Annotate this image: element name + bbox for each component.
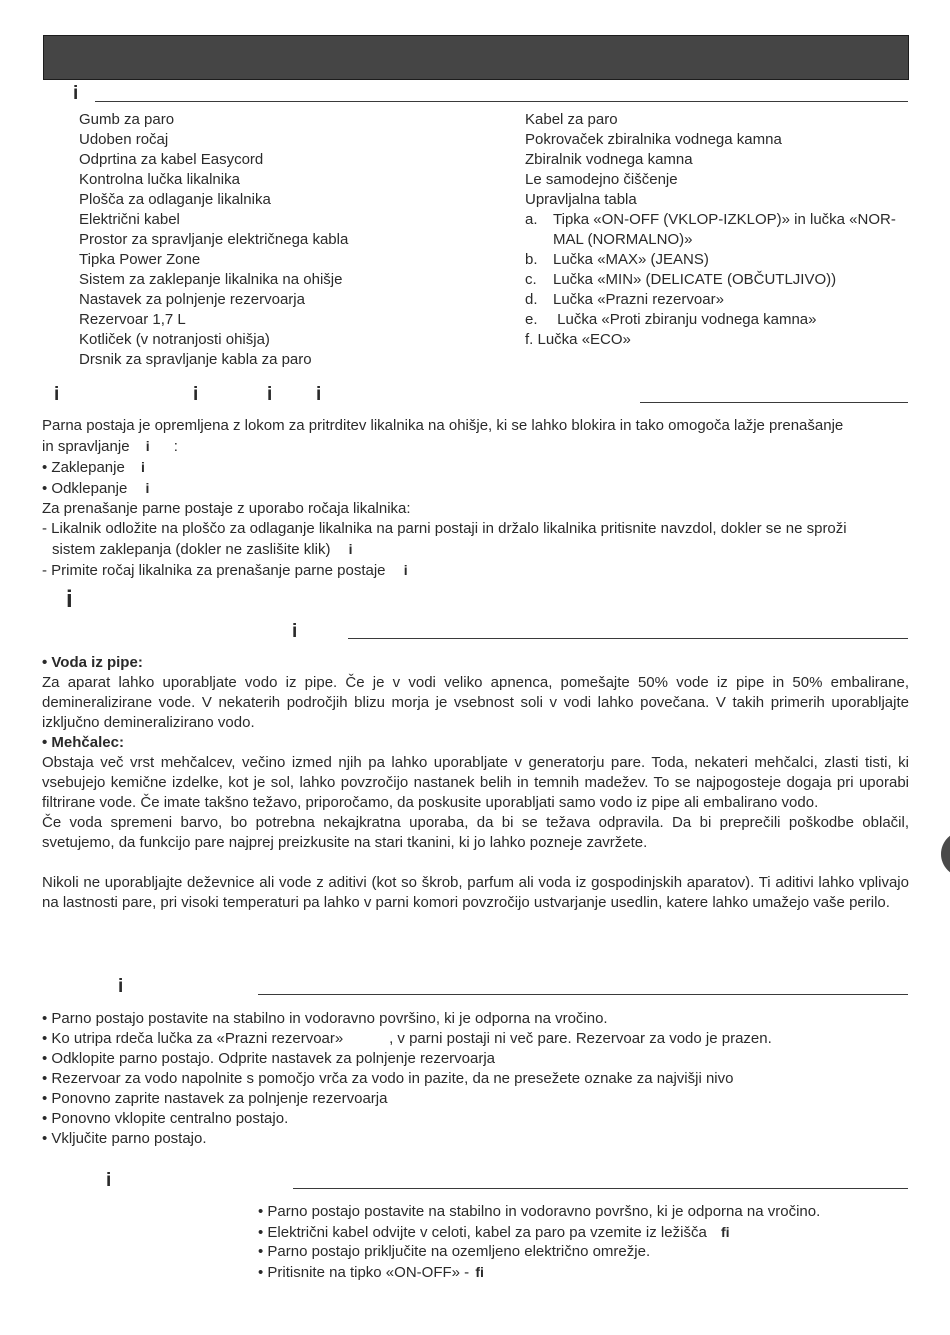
list-item: Sistem za zaklepanje likalnika na ohišje <box>79 271 343 288</box>
lock-mark: i <box>140 459 145 475</box>
transport-step1-line1: - Likalnik odložite na ploščo za odlaganje likalnika na parni postaji in držalo likalnika pritisnite navzdol, dokler se ne sproži <box>42 520 847 537</box>
section-use-rule <box>293 1188 908 1189</box>
section-use-heading-mark: i <box>106 1170 112 1191</box>
list-item: Pokrovaček zbiralnika vodnega kamna <box>525 131 782 148</box>
sub-item-e <box>525 310 817 330</box>
list-item: • Parno postajo priključite na ozemljeno električno omrežje. <box>258 1243 651 1260</box>
section-description-rule <box>95 101 908 102</box>
section-fill-rule <box>258 994 908 995</box>
sub-item-text: Lučka «Proti zbiranju vodnega kamna» <box>553 311 817 328</box>
use-step-text: • Pritisnite na tipko «ON-OFF» - <box>258 1264 470 1281</box>
section-description-heading-mark: i <box>73 83 79 104</box>
list-item: Gumb za paro <box>79 111 175 128</box>
lock-intro-colon: : <box>173 438 178 455</box>
section-lock-heading-mark-1: i <box>54 384 60 405</box>
list-item: • Odklopite parno postajo. Odprite nastavek za polnjenje rezervoarja <box>42 1050 496 1067</box>
lock-label: • Zaklepanje <box>42 459 125 476</box>
sub-item-text: MAL (NORMALNO)» <box>553 231 693 248</box>
list-item: Plošča za odlaganje likalnika <box>79 191 271 208</box>
lock-intro-line1: Parna postaja je opremljena z lokom za pritrditev likalnika na ohišje, ki se lahko blokira in tako omogoča lažje prenašanje <box>42 417 844 434</box>
sub-item-c <box>525 270 837 290</box>
use-step-mark: ﬁ <box>720 1224 730 1240</box>
transport-intro: Za prenašanje parne postaje z uporabo ročaja likalnika: <box>42 500 411 517</box>
step1-text: sistem zaklepanja (dokler ne zaslišite klik) <box>52 541 331 558</box>
color-change-text: Če voda spremeni barvo, bo potrebna nekajkratna uporaba, da bi se težava odpravila. Da bi preprečili poškodbe oblačil, svetujemo, da funkcijo pare najprej preizkusite na stari tkanini, ki jo lahko pozneje zavržete. <box>42 814 909 851</box>
transport-step2 <box>42 560 909 581</box>
list-item: Električni kabel <box>79 211 180 228</box>
list-item: Udoben ročaj <box>79 131 169 148</box>
sub-item-d <box>525 290 782 310</box>
section-fill-heading-mark: i <box>118 976 124 997</box>
header-bar <box>43 35 909 80</box>
list-item: Le samodejno čiščenje <box>525 171 678 188</box>
section-water-rule <box>348 638 908 639</box>
step2-text: - Primite ročaj likalnika za prenašanje parne postaje <box>42 562 386 579</box>
list-item: Kotliček (v notranjosti ohišja) <box>79 331 270 348</box>
list-item: • Ponovno zaprite nastavek za polnjenje rezervoarja <box>42 1090 388 1107</box>
sub-item-text: Lučka «MAX» (JEANS) <box>553 251 709 268</box>
list-item: • Parno postajo postavite na stabilno in vodoravno površino, ki je odporna na vročino. <box>42 1010 608 1027</box>
lock-item <box>42 457 909 478</box>
list-item <box>258 1222 820 1242</box>
sub-item-text: Tipka «ON-OFF (VKLOP-IZKLOP)» in lučka «NOR- <box>553 211 896 228</box>
step2-mark: i <box>403 562 408 578</box>
section-water-sub-mark: i <box>292 621 298 642</box>
list-item: Kontrolna lučka likalnika <box>79 171 240 188</box>
unlock-item <box>42 478 909 499</box>
list-item: Tipka Power Zone <box>79 251 201 268</box>
section-water-big-mark: i <box>66 586 73 613</box>
list-item: Odprtina za kabel Easycord <box>79 151 264 168</box>
sub-item-letter: c. <box>525 271 537 288</box>
list-item: Prostor za spravljanje električnega kabla <box>79 231 349 248</box>
section-lock-heading-mark-4: i <box>316 384 322 405</box>
tap-water-title: • Voda iz pipe: <box>42 654 143 671</box>
sub-item-a <box>525 210 896 230</box>
transport-step1-line2 <box>42 539 909 560</box>
section-lock-heading-mark-3: i <box>267 384 273 405</box>
step1-mark: i <box>348 541 353 557</box>
side-tab-marker <box>941 831 950 877</box>
sub-item-letter: b. <box>525 251 538 268</box>
sub-item-letter: a. <box>525 211 538 228</box>
sub-item-letter: d. <box>525 291 538 308</box>
list-item: • Parno postajo postavite na stabilno in vodoravno površno, ki je odporna na vročino. <box>258 1203 821 1220</box>
softener-text: Obstaja več vrst mehčalcev, večino izmed njih pa lahko uporabljate v generatorju pare. Toda, nekateri mehčalci, zlasti tisti, ki vsebujejo kemične izdelke, kot je sol, lahko povzročijo nastanek belih in temnih madežev. To se najpogosteje dogaja pri uporabi filtrirane vode. Če imate takšno težavo, priporočamo, da poskusite uporabljati samo vodo iz pipe ali embalirano vodo. <box>42 754 909 811</box>
description-right-list <box>525 110 896 350</box>
sub-item-a-cont <box>525 230 782 250</box>
fill-steps-list <box>42 1009 772 1149</box>
sub-item-letter: e. <box>525 311 538 328</box>
section-lock-body <box>42 416 909 581</box>
list-item: • Ponovno vklopite centralno postajo. <box>42 1110 289 1127</box>
list-item: Kabel za paro <box>525 111 618 128</box>
list-item <box>258 1262 820 1282</box>
lock-intro-line2 <box>42 436 909 457</box>
sub-item-text: Lučka «MIN» (DELICATE (OBČUTLJIVO)) <box>553 271 837 288</box>
section-water-body <box>42 653 909 913</box>
sub-item-b <box>525 250 782 270</box>
list-item: • Rezervoar za vodo napolnite s pomočjo vrča za vodo in pazite, da ne presežete oznake za najvišji nivo <box>42 1070 734 1087</box>
list-item: • Ko utripa rdeča lučka za «Prazni rezervoar» , v parni postaji ni več pare. Rezervoar za vodo je prazen. <box>42 1030 772 1047</box>
unlock-mark: i <box>145 480 150 496</box>
use-step-text: • Električni kabel odvijte v celoti, kabel za paro pa vzemite iz ležišča <box>258 1224 707 1241</box>
list-item: Zbiralnik vodnega kamna <box>525 151 693 168</box>
never-use-text: Nikoli ne uporabljajte deževnice ali vode z aditivi (kot so škrob, parfum ali voda iz gospodinjskih aparatov). Ti aditivi lahko vplivajo na lastnosti pare, pri visoki temperaturi pa lahko v parni komori povzročijo ustvarjanje usedlin, katere lahko umažejo vaše perilo. <box>42 874 909 911</box>
list-item: Nastavek za polnjenje rezervoarja <box>79 291 305 308</box>
sub-item-f: f. Lučka «ECO» <box>525 331 631 348</box>
use-step-mark: ﬁ <box>475 1264 484 1280</box>
lock-intro-text: in spravljanje <box>42 438 130 455</box>
spacer <box>42 853 909 873</box>
list-item: • Vključite parno postajo. <box>42 1130 207 1147</box>
tap-water-text: Za aparat lahko uporabljate vodo iz pipe. Če je v vodi veliko apnenca, pomešajte 50% vode iz pipe in 50% embalirane, demineralizirane vode. V nekaterih področjih blizu morja je vsebnost soli v vodi lahko povečana. V takih primerih uporabljajte izključno demineralizirano vodo. <box>42 674 909 731</box>
use-steps-list <box>258 1202 820 1282</box>
unlock-label: • Odklepanje <box>42 480 128 497</box>
sub-item-text: Lučka «Prazni rezervoar» <box>553 291 724 308</box>
section-lock-heading-mark-2: i <box>193 384 199 405</box>
description-left-list <box>79 110 348 370</box>
section-lock-rule <box>640 402 908 403</box>
lock-intro-mark: i <box>145 438 150 454</box>
list-item: Upravljalna tabla <box>525 191 637 208</box>
list-item: Rezervoar 1,7 L <box>79 311 186 328</box>
list-item: Drsnik za spravljanje kabla za paro <box>79 351 312 368</box>
softener-title: • Mehčalec: <box>42 734 124 751</box>
